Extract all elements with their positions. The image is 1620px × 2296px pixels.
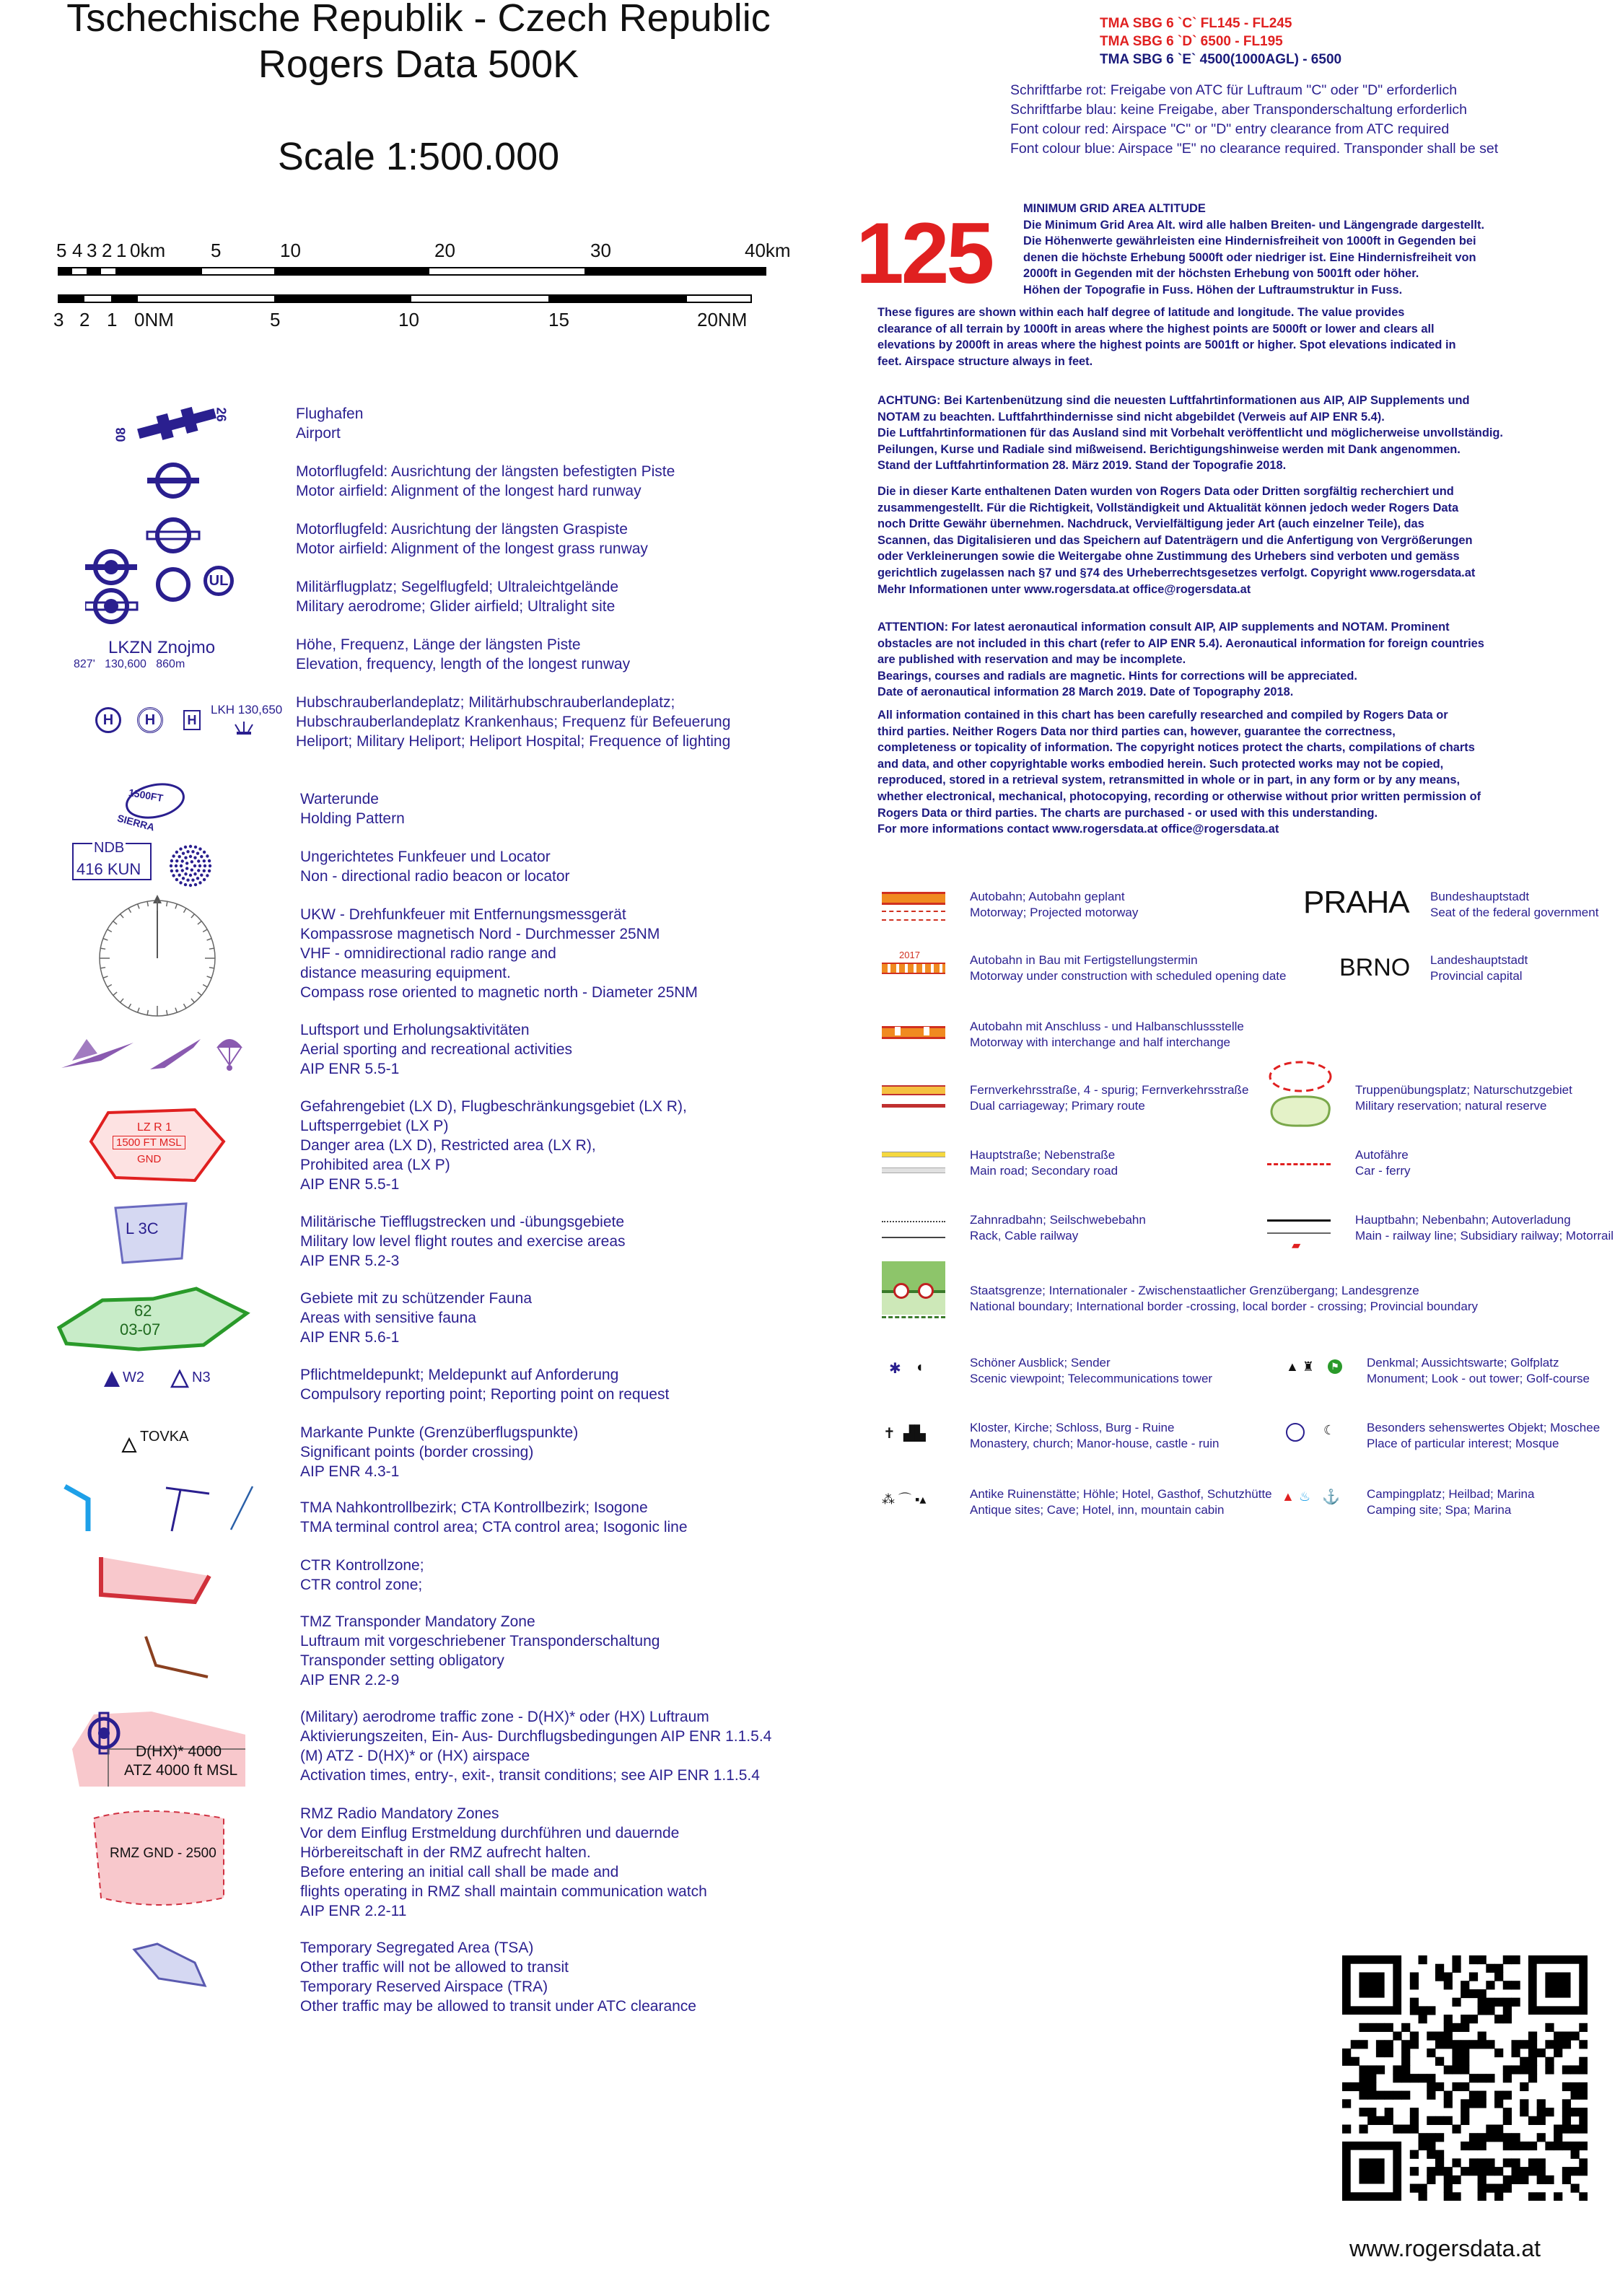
notice-line: Bearings, courses and radials are magnetic. Hints for corrections will be appreciated. [877,669,1357,683]
heliport-icon: H [95,707,121,733]
mgaa-en-line: elevations by 2000ft in areas where the highest points are 5001ft or higher. Spot elevations indicated in [877,338,1456,352]
mgaa-de-line: Die Höhenwerte gewährleisten eine Hindernisfreiheit von 1000ft in Gegenden bei [1023,235,1476,248]
topo-camping [1367,1486,1534,1518]
topo-de: Autobahn mit Anschluss - und Halbanschlussstelle [970,1020,1244,1033]
tma-line-e: TMA SBG 6 `E` 4500(1000AGL) - 6500 [1100,52,1342,67]
legend-line: Temporary Reserved Airspace (TRA) [300,1979,548,1995]
topo-de: Campingplatz; Heilbad; Marina [1367,1487,1535,1501]
request-reporting-point-icon [170,1370,189,1388]
topo-en: Dual carriageway; Primary route [970,1099,1145,1113]
nm-tick-20: 20NM [697,309,748,330]
topo-en: Motorway under construction with scheduled opening date [970,969,1287,983]
note-line: Schriftfarbe blau: keine Freigabe, aber Transponderschaltung erforderlich [1010,102,1468,118]
nm-tick-5: 5 [270,309,281,330]
legend-line: AIP ENR 5.5-1 [300,1061,400,1077]
airfield-data-label: 827' 130,600 860m [74,658,185,670]
topo-motorway-construction [970,952,1287,984]
dual-carriageway-symbol [882,1085,945,1095]
viewpoint-icon: ✱ [889,1361,901,1377]
topo-de: Autobahn; Autobahn geplant [970,890,1125,903]
legend-line: AIP ENR 5.6-1 [300,1329,400,1346]
topo-en: Seat of the federal government [1430,906,1599,919]
km-tick-4: 4 [72,240,83,261]
nm-tick-3: 3 [53,309,64,330]
mgaa-de-line: Höhen der Topografie in Fuss. Höhen der Luftraumstruktur in Fuss. [1023,283,1403,297]
legend-danger-area [300,1097,687,1194]
mgaa-de-line: 2000ft in Gegenden mit der höchsten Erhebung von 5001ft oder höher. [1023,267,1419,281]
legend-en: Military aerodrome; Glider airfield; Ultralight site [296,598,616,615]
legend-line: Transponder setting obligatory [300,1652,504,1669]
compulsory-reporting-point-icon [102,1370,121,1388]
topo-de: Hauptstraße; Nebenstraße [970,1148,1116,1162]
nm-tick-1: 1 [107,309,118,330]
legend-low-level [300,1212,626,1271]
military-aerodrome-icon [85,545,143,632]
nm-tick-2: 2 [79,309,90,330]
lighting-icon [229,719,258,736]
topo-en: Monument; Look - out tower; Golf-course [1367,1372,1590,1385]
marina-icon: ⚓ [1322,1489,1340,1505]
projected-motorway-symbol [882,911,945,921]
significant-point-icon [121,1437,137,1453]
legend-line: Gefahrengebiet (LX D), Flugbeschränkungsgebiet (LX R), [300,1098,687,1115]
motorway-symbol [882,892,945,905]
legend-tsa [300,1938,696,2016]
legend-line: Other traffic will not be allowed to transit [300,1959,569,1976]
topo-de: Fernverkehrsstraße, 4 - spurig; Fernverkehrsstraße [970,1083,1249,1097]
tsa-area-icon [130,1941,209,1992]
legend-line: Military low level flight routes and exercise areas [300,1233,626,1250]
legend-line: (M) ATZ - D(HX)* or (HX) airspace [300,1748,530,1764]
notice-line: Die Luftfahrtinformationen für das Ausland sind mit Vorbehalt veröffentlicht und möglicherweise unvollständig. [877,426,1503,440]
topo-antique [970,1486,1272,1518]
legend-line: Compulsory reporting point; Reporting point on request [300,1386,670,1403]
legend-line: Hörbereitschaft in der RMZ aufrecht halten. [300,1844,591,1861]
legend-line: UKW - Drehfunkfeuer mit Entfernungsmessgerät [300,906,626,923]
km-tick-3: 3 [87,240,97,261]
legend-line: Aerial sporting and recreational activities [300,1041,573,1058]
subsidiary-railway-symbol [1267,1232,1331,1234]
legend-line: Gebiete mit zu schützender Fauna [300,1290,533,1307]
motorway-construction-symbol [882,963,945,974]
mgaa-en-line: feet. Airspace structure always in feet. [877,354,1093,368]
copyright-en [877,707,1481,838]
monument-icon: ▲ ♜ [1286,1359,1314,1374]
legend-en: Holding Pattern [300,810,405,827]
note-line: Font colour blue: Airspace "E" no clearance required. Transponder shall be set [1010,141,1499,157]
legend-line: distance measuring equipment. [300,965,511,981]
copyright-line: Die in dieser Karte enthaltenen Daten wurden von Rogers Data oder Dritten sorgfältig recherchiert und [877,485,1454,498]
fauna-area-months: 03-07 [120,1320,161,1338]
title-line-1: Tschechische Republik - Czech Republic [66,0,771,40]
legend-en: Airport [296,425,341,442]
legend-line: Compass rose oriented to magnetic north - Diameter 25NM [300,984,698,1001]
notice-en [877,619,1484,701]
ndb-ident-label: 416 KUN [76,860,141,878]
mgaa-en-line: clearance of all terrain by 1000ft in areas where the highest points are 5000ft or lower and clears all [877,322,1435,336]
danger-area-upper: 1500 FT MSL [113,1136,185,1149]
legend-line: AIP ENR 4.3-1 [300,1463,400,1480]
castle-icon: ▟▙ [903,1426,926,1442]
topo-boundary [970,1283,1478,1315]
holding-altitude-label: 1500FT [127,786,165,805]
provincial-capital-sample: BRNO [1339,954,1411,981]
km-tick-0: 0km [130,240,166,261]
legend-line: Danger area (LX D), Restricted area (LX R), [300,1137,596,1154]
topo-en: Military reservation; natural reserve [1355,1099,1547,1113]
mgaa-en-line: These figures are shown within each half degree of latitude and longitude. The value provides [877,306,1405,319]
legend-line: VHF - omnidirectional radio range and [300,945,556,962]
topo-en: Motorway with interchange and half interchange [970,1035,1230,1049]
main-railway-symbol [1267,1219,1331,1222]
paraglider-icon [143,1033,208,1077]
tma-boundary-icon [58,1479,260,1537]
km-tick-20: 20 [434,240,455,261]
legend-line: (Military) aerodrome traffic zone - D(HX)* oder (HX) Luftraum [300,1709,709,1725]
topo-de: Schöner Ausblick; Sender [970,1356,1111,1370]
copyright-line: gerichtlich zugelassen nach §7 und §74 des Urheberrechtsgesetzes verfolgt. Copyright www.rogersdata.at [877,566,1476,579]
legend-vor [300,905,698,1002]
topo-rack-railway [970,1212,1146,1244]
significant-point-label: TOVKA [140,1429,189,1445]
airfield-grass-icon [144,514,202,557]
fauna-area-number: 62 [134,1302,152,1320]
rack-railway-symbol [882,1221,945,1225]
tma-line-c: TMA SBG 6 `C` FL145 - FL245 [1100,16,1292,31]
legend-line: Luftsport und Erholungsaktivitäten [300,1022,530,1038]
topo-de: Staatsgrenze; Internationaler - Zwischenstaatlicher Grenzübergang; Landesgrenze [970,1284,1419,1297]
legend-de: Warterunde [300,791,379,807]
km-tick-30: 30 [590,240,611,261]
atz-class-label: D(HX)* 4000 [136,1743,222,1760]
topo-provincial-capital [1430,952,1528,984]
golf-icon: ⚑ [1328,1359,1342,1374]
antique-site-icon: ⁂ ⌒ ▪▴ [882,1492,927,1507]
legend-line: Prohibited area (LX P) [300,1157,450,1173]
copyright-line: zusammengestellt. Für die Richtigkeit, Vollständigkeit und Aktualität können jedoch weder Rogers Data [877,501,1459,514]
holding-name-label: SIERRA [115,812,157,833]
legend-line: AIP ENR 5.5-1 [300,1176,400,1193]
primary-route-symbol [882,1104,945,1108]
danger-area-id: LZ R 1 [137,1121,172,1134]
topo-de: Zahnradbahn; Seilschwebebahn [970,1213,1146,1227]
ndb-label: NDB [94,840,125,856]
legend-grass-runway [296,520,648,558]
legend-en: Motor airfield: Alignment of the longest hard runway [296,483,642,499]
topo-de: Autobahn in Bau mit Fertigstellungstermin [970,953,1198,967]
topo-en: Camping site; Spa; Marina [1367,1503,1512,1517]
km-tick-1: 1 [116,240,127,261]
notice-line: are published with reservation and may be incomplete. [877,653,1186,667]
copyright-line: whether electronical, mechanical, photocopying, recording or otherwise without prior written permission of [877,789,1481,803]
runway-label-right: 26 [214,407,229,422]
topo-en: Main road; Secondary road [970,1164,1118,1178]
mgaa-en [877,304,1456,369]
topo-capital [1430,889,1598,921]
topo-railway [1355,1212,1614,1244]
legend-line: Before entering an initial call shall be made and [300,1864,619,1880]
topo-military-reservation [1355,1082,1572,1114]
nm-scalebar [58,294,750,309]
km-tick-40: 40km [745,240,791,261]
low-level-area-label: L 3C [126,1219,159,1237]
legend-fauna [300,1289,532,1347]
copyright-line: Rogers Data or third parties. The charts are purchased - or used with this understanding. [877,806,1378,820]
copyright-line: completeness or topicality of information. The copyright notices protect the charts, compilations of charts [877,741,1475,755]
topo-en: Antique sites; Cave; Hotel, inn, mountain cabin [970,1503,1225,1517]
legend-line: flights operating in RMZ shall maintain communication watch [300,1883,707,1900]
legend-de: Höhe, Frequenz, Länge der längsten Piste [296,636,581,653]
runway-label-left: 08 [113,427,128,442]
km-tick-5: 5 [211,240,222,261]
legend-line: RMZ Radio Mandatory Zones [300,1805,499,1822]
legend-rmz [300,1804,707,1921]
glider-airfield-icon [153,564,193,605]
topo-monument [1367,1355,1590,1387]
topo-main-road [970,1147,1118,1179]
legend-line: Activation times, entry-, exit-, transit conditions; see AIP ENR 1.1.5.4 [300,1767,760,1784]
legend-line: Kompassrose magnetisch Nord - Durchmesser 25NM [300,926,660,942]
copyright-line: noch Dritte Gewähr übernehmen. Nachdruck, Vervielfältigung jeder Art (auch einzelner Teile), das [877,517,1424,531]
notice-line: Date of aeronautical information 28 March 2019. Date of Topography 2018. [877,685,1294,699]
monastery-icon: ✝ [883,1426,896,1442]
title-line-2: Rogers Data 500K [258,43,579,86]
tma-line-d: TMA SBG 6 `D` 6500 - FL195 [1100,34,1283,49]
topo-de: Kloster, Kirche; Schloss, Burg - Ruine [970,1421,1175,1434]
reporting-point-label: W2 [123,1370,144,1385]
camping-icon: ▲ [1282,1489,1295,1504]
vor-compass-rose-icon [92,893,222,1023]
legend-line: Temporary Segregated Area (TSA) [300,1940,534,1956]
legend-aerial-sport [300,1020,572,1079]
legend-elevation [296,635,630,674]
notice-de [877,393,1503,474]
topo-en: Place of particular interest; Mosque [1367,1437,1559,1450]
note-line: Font colour red: Airspace "C" or "D" entry clearance from ATC required [1010,121,1450,137]
legend-line: AIP ENR 2.2-11 [300,1903,407,1919]
national-boundary-symbol [882,1261,945,1323]
topo-de: Autofähre [1355,1148,1409,1162]
notice-line: NOTAM zu beachten. Luftfahrthindernisse sind nicht abgebildet (Verweis auf AIP ENR 5.4). [877,410,1385,424]
mgaa-de-line: Die Minimum Grid Area Alt. wird alle halben Breiten- und Längengrade dargestellt. [1023,218,1485,232]
legend-military [296,577,618,616]
legend-line: Luftsperrgebiet (LX P) [300,1118,449,1134]
scale-label: Scale 1:500.000 [277,135,560,178]
nm-tick-15: 15 [548,309,569,330]
legend-line: Aktivierungszeiten, Ein- Aus- Durchflugsbedingungen AIP ENR 1.1.5.4 [300,1728,772,1745]
copyright-line: third parties. Neither Rogers Data nor third parties can, however, guarantee the correctness, [877,724,1396,738]
topo-en: National boundary; International border -crossing, local border - crossing; Provincial boundary [970,1300,1478,1313]
legend-de: Flughafen [296,406,364,422]
nm-tick-0: 0NM [134,309,174,330]
motorway-interchange-symbol [882,1026,945,1039]
tmz-boundary-icon [141,1632,214,1683]
military-heliport-icon: H [137,707,163,733]
copyright-line: Scannen, das Digitalisieren und das Speichern auf Datenträgern und die Anfertigung von Vergrößerungen [877,533,1473,547]
km-tick-2: 2 [102,240,113,261]
legend-line: Other traffic may be allowed to transit under ATC clearance [300,1998,696,2015]
airport-icon [115,398,238,449]
mgaa-number: 125 [856,205,992,302]
topo-de: Hauptbahn; Nebenbahn; Autoverladung [1355,1213,1571,1227]
legend-ndb [300,847,570,886]
qr-code [1342,1955,1588,2201]
notice-line: Peilungen, Kurse und Radiale sind mißweisend. Berichtigungshinweise werden mit Dank angenommen. [877,442,1461,456]
mgaa-de-line: denen die höchste Erhebung 5000ft oder niedriger ist. Eine Hindernisfreiheit von [1023,250,1476,264]
copyright-line: Mehr Informationen unter www.rogersdata.at office@rogersdata.at [877,582,1251,596]
copyright-de [877,483,1475,597]
mgaa-heading: MINIMUM GRID AREA ALTITUDE [1023,202,1206,215]
parachute-icon [214,1033,245,1077]
legend-en: Motor airfield: Alignment of the longest grass runway [296,540,648,557]
legend-line: TMA terminal control area; CTA control area; Isogonic line [300,1519,688,1535]
topo-en: Car - ferry [1355,1164,1411,1178]
legend-line: AIP ENR 5.2-3 [300,1253,400,1269]
topo-en: Motorway; Projected motorway [970,906,1139,919]
topo-viewpoint [970,1355,1212,1387]
topo-dual-carriageway [970,1082,1248,1114]
topo-en: Provincial capital [1430,969,1523,983]
copyright-line: oder Verkleinerungen sowie die Weitergabe ohne Zustimmung des Urhebers sind verboten und gemäss [877,550,1460,564]
danger-area-lower: GND [137,1153,162,1165]
legend-de: Militärflugplatz; Segelflugfeld; Ultraleichtgelände [296,579,619,595]
legend-line: CTR Kontrollzone; [300,1557,424,1574]
mosque-icon: ☾ [1323,1423,1336,1437]
legend-de: Ungerichtetes Funkfeuer und Locator [300,849,551,865]
place-of-interest-icon [1286,1423,1305,1442]
natural-reserve-icon [1266,1090,1335,1130]
note-line: Schriftfarbe rot: Freigabe von ATC für Luftraum "C" oder "D" erforderlich [1010,82,1458,98]
legend-line: Significant points (border crossing) [300,1444,534,1460]
legend-en: Heliport; Military Heliport; Heliport Hospital; Frequence of lighting [296,733,731,750]
notice-line: Stand der Luftfahrtinformation 28. März 2019. Stand der Topografie 2018. [877,459,1287,473]
legend-line: Militärische Tiefflugstrecken und -übungsgebiete [300,1214,625,1230]
topo-interchange [970,1019,1244,1051]
main-road-symbol [882,1152,945,1157]
motorrail-icon: ▰ [1292,1240,1301,1252]
legend-line: Areas with sensitive fauna [300,1310,476,1326]
atz-altitude-label: ATZ 4000 ft MSL [124,1762,238,1779]
ndb-icon [167,843,214,889]
topo-de: Bundeshauptstadt [1430,890,1530,903]
km-tick-10: 10 [280,240,301,261]
topo-de: Denkmal; Aussichtswarte; Golfplatz [1367,1356,1559,1370]
legend-line: TMA Nahkontrollbezirk; CTA Kontrollbezirk; Isogone [300,1499,648,1516]
car-ferry-symbol [1267,1163,1331,1167]
secondary-road-symbol [882,1167,945,1173]
legend-line: Vor dem Einflug Erstmeldung durchführen und dauernde [300,1825,680,1841]
spa-icon: ♨ [1299,1489,1311,1504]
legend-heliport [296,693,730,751]
reporting-point-label: N3 [192,1370,211,1385]
copyright-line: All information contained in this chart has been carefully researched and compiled by Rogers Data or [877,709,1448,722]
notice-line: obstacles are not included in this chart (refer to AIP ENR 5.4). Aeronautical information for foreign countries [877,636,1484,650]
topo-car-ferry [1355,1147,1411,1179]
legend-tma [300,1498,688,1537]
topo-en: Rack, Cable railway [970,1229,1079,1243]
construction-year: 2017 [899,950,920,960]
legend-tmz [300,1612,660,1690]
legend-en: Elevation, frequency, length of the longest runway [296,656,631,672]
hang-glider-icon [58,1032,137,1075]
font-colour-notes [1010,81,1498,159]
topo-de: Landeshauptstadt [1430,953,1528,967]
legend-hard-runway [296,462,675,501]
airfield-hard-icon [144,459,202,502]
footer-url: www.rogersdata.at [1349,2235,1541,2261]
copyright-line: and data, and other copyrightable works embodied herein. Such protected works may not be copied, [877,757,1444,771]
mgaa-de [1023,201,1484,299]
topo-en: Scenic viewpoint; Telecommunications tower [970,1372,1213,1385]
legend-line: AIP ENR 2.2-9 [300,1672,400,1688]
topo-de: Truppenübungsplatz; Naturschutzgebiet [1355,1083,1572,1097]
legend-atz [300,1707,771,1785]
rmz-label: RMZ GND - 2500 [110,1846,216,1861]
nm-tick-10: 10 [398,309,419,330]
airfield-name-label: LKZN Znojmo [108,638,216,657]
legend-line: Markante Punkte (Grenzüberflugspunkte) [300,1424,579,1441]
legend-line: TMZ Transponder Mandatory Zone [300,1613,535,1630]
legend-de: Hubschrauberlandeplatz; Militärhubschrauberlandeplatz; [296,694,675,711]
topo-interest [1367,1420,1600,1452]
copyright-line: reproduced, stored in a retrieval system, retransmitted in whole or in part, in any form or by any means, [877,774,1461,787]
topo-en: Monastery, church; Manor-house, castle - ruin [970,1437,1220,1450]
legend-de: Motorflugfeld: Ausrichtung der längsten befestigten Piste [296,463,675,480]
legend-line: Pflichtmeldepunkt; Meldepunkt auf Anforderung [300,1367,619,1383]
topo-monastery [970,1420,1220,1452]
legend-line: Luftraum mit vorgeschriebener Transponderschaltung [300,1633,660,1649]
legend-reporting-point [300,1365,669,1404]
heliport-frequency-label: LKH 130,650 [211,703,283,717]
legend-de: Motorflugfeld: Ausrichtung der längsten Graspiste [296,521,628,538]
km-tick-5a: 5 [56,240,67,261]
ultralight-icon: UL [203,566,234,596]
topo-en: Main - railway line; Subsidiary railway; Motorrail [1355,1229,1614,1243]
tma-info [1100,14,1341,69]
topo-de: Besonders sehenswertes Objekt; Moschee [1367,1421,1601,1434]
ctr-zone-icon [79,1551,224,1616]
topo-de: Antike Ruinenstätte; Höhle; Hotel, Gasthof, Schutzhütte [970,1487,1272,1501]
cable-railway-symbol [882,1237,945,1238]
legend-en: Non - directional radio beacon or locator [300,868,570,885]
legend-airport [296,404,363,443]
notice-line: ACHTUNG: Bei Kartenbenützung sind die neuesten Luftfahrtinformationen aus AIP, AIP Supplements und [877,394,1470,407]
notice-line: ATTENTION: For latest aeronautical information consult AIP, AIP supplements and NOTAM. Prominent [877,621,1450,634]
topo-motorway [970,889,1138,921]
legend-de: Hubschrauberlandeplatz Krankenhaus; Frequenz für Befeuerung [296,714,731,730]
copyright-line: For more informations contact www.rogersdata.at office@rogersdata.at [877,823,1279,836]
tower-icon: ◖ [915,1359,924,1375]
heliport-hospital-icon: H [183,710,201,730]
legend-significant-points [300,1423,578,1481]
legend-line: CTR control zone; [300,1577,423,1593]
legend-holding [300,789,405,828]
legend-ctr [300,1556,424,1595]
capital-city-sample: PRAHA [1303,885,1409,920]
